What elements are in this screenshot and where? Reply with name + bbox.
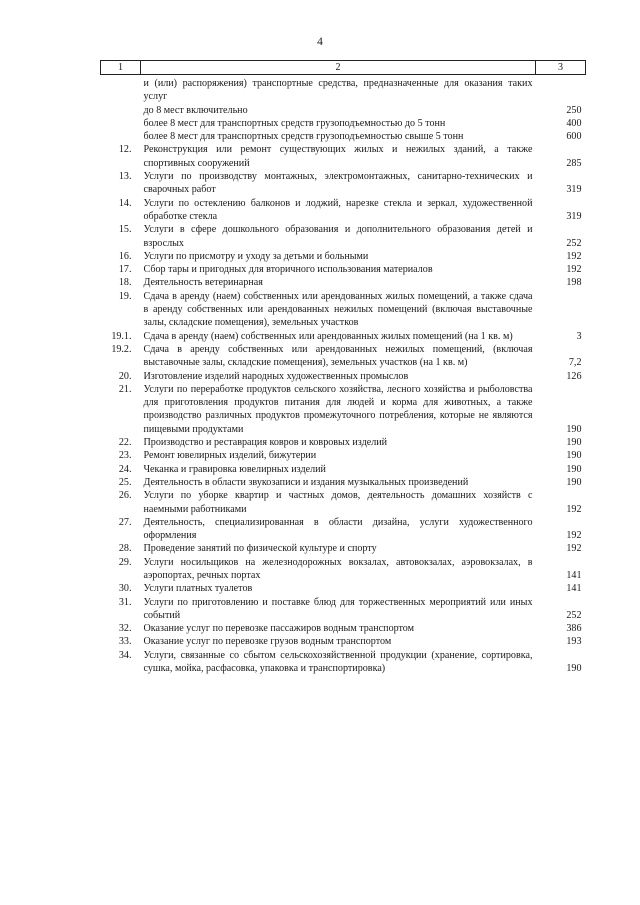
table-row (101, 463, 586, 476)
row-description: Услуги, связанные со сбытом сельскохозяйственной продукции (хранение, сортировка, сушка, мойка, расфасовка, упаковка и транспортировка) (143, 649, 533, 675)
table-row (101, 250, 586, 263)
row-description: более 8 мест для транспортных средств грузоподъемностью свыше 5 тонн (143, 131, 464, 143)
row-number: 19. (118, 290, 132, 302)
row-number: 19.2. (111, 343, 132, 355)
row-number: 21. (118, 383, 132, 395)
table-row (101, 130, 586, 143)
row-description: Услуги по уборке квартир и частных домов, деятельность домашних хозяйств с наемными работниками (143, 490, 533, 515)
header-col-1: 1 (101, 61, 141, 75)
row-value: 192 (566, 264, 582, 276)
table-header (101, 61, 586, 75)
header-col-2: 2 (141, 61, 536, 75)
table-row (101, 516, 586, 543)
row-value: 190 (566, 476, 582, 488)
table-row (101, 170, 586, 197)
row-number: 25. (118, 476, 132, 488)
row-description: до 8 мест включительно (143, 104, 248, 116)
row-value: 190 (566, 423, 582, 435)
row-number: 26. (118, 490, 132, 502)
row-value: 141 (566, 569, 582, 581)
row-description: Услуги по присмотру и уходу за детьми и больными (143, 250, 369, 262)
row-number: 27. (118, 516, 132, 528)
row-value: 192 (566, 530, 582, 542)
row-description: Оказание услуг по перевозке пассажиров водным транспортом (143, 623, 415, 635)
table-row (101, 542, 586, 555)
header-col-3: 3 (536, 61, 586, 75)
row-number: 32. (118, 623, 132, 635)
table-row (101, 489, 586, 516)
row-number: 33. (118, 636, 132, 648)
row-description: Услуги платных туалетов (143, 583, 253, 595)
table-row (101, 622, 586, 635)
row-number: 13. (118, 171, 132, 183)
row-description: Изготовление изделий народных художественных промыслов (143, 370, 409, 382)
table-row (101, 263, 586, 276)
header-row (101, 61, 586, 75)
row-number: 28. (118, 543, 132, 555)
row-description: более 8 мест для транспортных средств грузоподъемностью до 5 тонн (143, 117, 446, 129)
row-description: Проведение занятий по физической культуре и спорту (143, 543, 377, 555)
row-number: 15. (118, 224, 132, 236)
page-number: 4 (317, 36, 323, 48)
row-description: Оказание услуг по перевозке грузов водным транспортом (143, 636, 392, 648)
row-number: 14. (118, 197, 132, 209)
table-row (101, 556, 586, 583)
row-value: 126 (566, 370, 582, 382)
row-value: 190 (566, 437, 582, 449)
row-value: 319 (566, 184, 582, 196)
table-row (101, 449, 586, 462)
row-value: 193 (566, 636, 582, 648)
row-value: 190 (566, 450, 582, 462)
row-number: 31. (118, 596, 132, 608)
row-number: 12. (118, 144, 132, 156)
row-value: 250 (566, 104, 582, 116)
row-value: 319 (566, 210, 582, 222)
row-number: 30. (118, 583, 132, 595)
row-number: 24. (118, 463, 132, 475)
table-row (101, 649, 586, 676)
tariff-table (100, 60, 586, 675)
table-row (101, 290, 586, 330)
row-number: 23. (118, 450, 132, 462)
table-row (101, 635, 586, 648)
table-row (101, 343, 586, 370)
row-value: 252 (566, 609, 582, 621)
table-row (101, 104, 586, 117)
row-description: Ремонт ювелирных изделий, бижутерии (143, 450, 317, 462)
row-value: 7,2 (568, 357, 582, 369)
table-row (101, 276, 586, 289)
row-number (101, 117, 141, 130)
table-row (101, 197, 586, 224)
row-description: Производство и реставрация ковров и ковровых изделий (143, 437, 388, 449)
row-value: 400 (566, 117, 582, 129)
row-description: Услуги носильщиков на железнодорожных вокзалах, автовокзалах, аэровокзалах, в аэропортах, речных портах (143, 556, 533, 581)
row-value: 190 (566, 663, 582, 675)
row-number: 17. (118, 264, 132, 276)
row-description: Чеканка и гравировка ювелирных изделий (143, 463, 326, 475)
row-description: Деятельность в области звукозаписи и издания музыкальных произведений (143, 476, 469, 488)
table-row (101, 117, 586, 130)
row-number (101, 104, 141, 117)
row-value: 190 (566, 463, 582, 475)
row-number: 20. (118, 370, 132, 382)
row-value (536, 290, 586, 330)
row-description: Сдача в аренду собственных или арендованных нежилых помещений, (включая выставочные залы, складские помещения), земельных участков (на 1 кв. м) (143, 343, 533, 369)
row-number (101, 75, 141, 104)
row-description: и (или) распоряжения) транспортные средства, предназначенные для оказания таких услуг (143, 78, 533, 103)
table-row (101, 223, 586, 250)
row-description: Услуги в сфере дошкольного образования и дополнительного образования детей и взрослых (143, 224, 533, 249)
row-description: Услуги по приготовлению и поставке блюд для торжественных мероприятий или иных событий (143, 596, 533, 621)
row-description: Деятельность, специализированная в области дизайна, услуги художественного оформления (143, 516, 533, 542)
row-number: 18. (118, 277, 132, 289)
table-body (101, 75, 586, 676)
row-description: Сдача в аренду (наем) собственных или арендованных жилых помещений (на 1 кв. м) (143, 330, 513, 342)
row-value: 252 (566, 237, 582, 249)
row-number: 29. (118, 556, 132, 568)
table-row (101, 596, 586, 623)
row-description: Деятельность ветеринарная (143, 277, 263, 289)
row-description: Услуги по остеклению балконов и лоджий, нарезке стекла и зеркал, художественной обработке стекла (143, 197, 533, 222)
table-row (101, 370, 586, 383)
row-description: Услуги по переработке продуктов сельского хозяйства, лесного хозяйства и рыболовства для приготовления продуктов питания для людей и корма для животных, а также производство различных продуктов промежуточного потребления, которые не являются пищевыми продуктами (143, 383, 533, 435)
row-value: 3 (576, 330, 582, 342)
row-value: 285 (566, 157, 582, 169)
table-row (101, 330, 586, 343)
table-row (101, 476, 586, 489)
table-row (101, 75, 586, 104)
row-number: 16. (118, 250, 132, 262)
row-value: 192 (566, 250, 582, 262)
row-number (101, 130, 141, 143)
row-description: Сдача в аренду (наем) собственных или арендованных жилых помещений, а также сдача в аренду собственных или арендованных нежилых помещений (включая выставочные залы, складские помещения), земельных участков (143, 290, 533, 329)
row-value: 600 (566, 131, 582, 143)
table-row (101, 143, 586, 170)
row-value: 386 (566, 623, 582, 635)
row-number: 34. (118, 649, 132, 661)
row-description: Услуги по производству монтажных, электромонтажных, санитарно-технических и сварочных работ (143, 171, 533, 196)
row-value: 192 (566, 543, 582, 555)
table-row (101, 436, 586, 449)
row-number: 22. (118, 437, 132, 449)
row-number: 19.1. (111, 330, 132, 342)
table-row (101, 582, 586, 595)
row-value (536, 75, 586, 104)
row-value: 198 (566, 277, 582, 289)
row-description: Реконструкция или ремонт существующих жилых и нежилых зданий, а также спортивных сооружений (143, 144, 533, 169)
row-value: 141 (566, 583, 582, 595)
row-value: 192 (566, 503, 582, 515)
table-row (101, 383, 586, 436)
row-description: Сбор тары и пригодных для вторичного использования материалов (143, 264, 433, 276)
